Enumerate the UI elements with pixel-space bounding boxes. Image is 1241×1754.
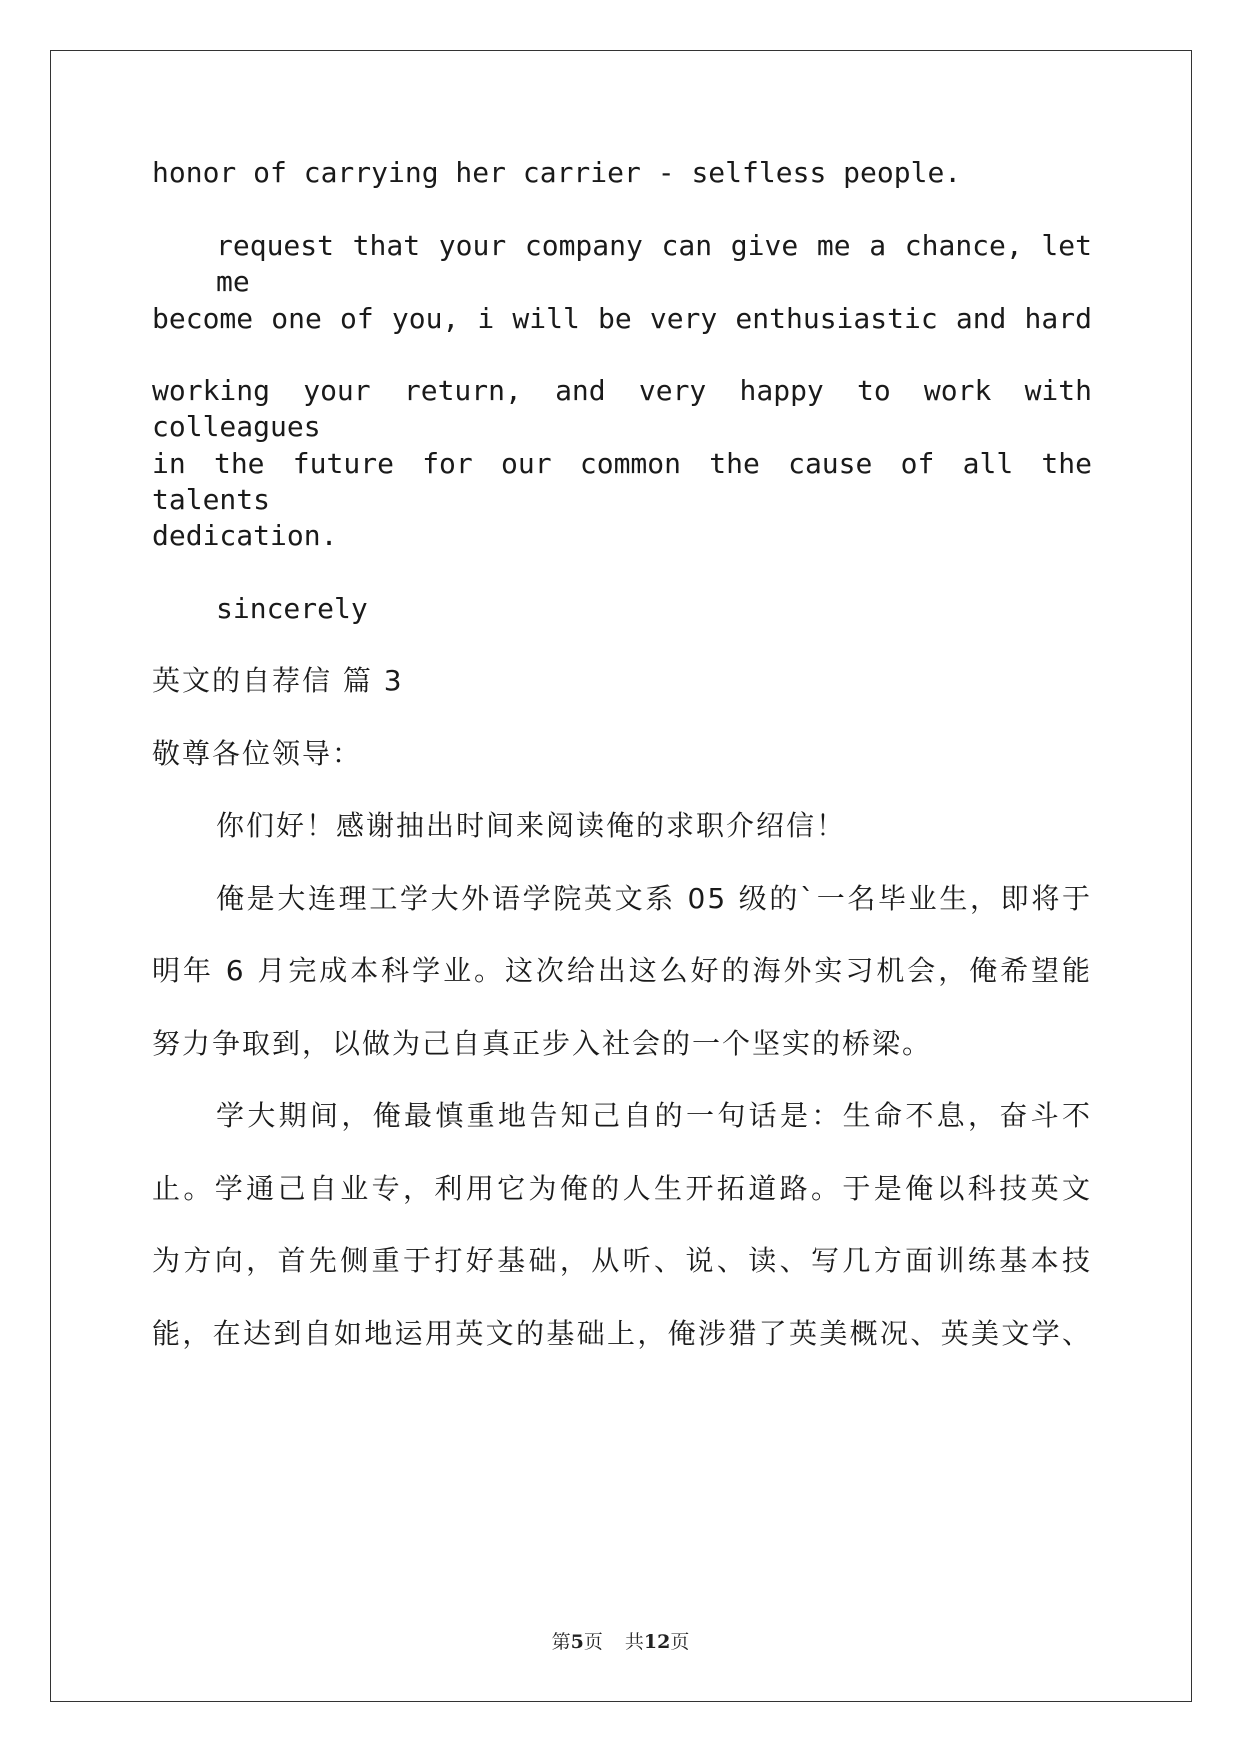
current-page-number: 5 [570,1631,584,1653]
body-line: request that your company can give me a chance, let me [216,229,1092,298]
total-suffix: 页 [670,1631,690,1653]
body-line: 学大期间，俺最慎重地告知己自的一句话是：生命不息，奋斗不 [216,1099,1092,1132]
body-line: working your return, and very happy to work with colleagues [152,374,1092,443]
body-line: 明年 6 月完成本科学业。这次给出这么好的海外实习机会，俺希望能 [152,954,1092,987]
body-line: in the future for our common the cause of all the talents [152,447,1092,516]
body-line: 俺是大连理工学大外语学院英文系 05 级的`一名毕业生，即将于 [216,882,1092,915]
page-suffix: 页 [583,1631,603,1653]
body-line: 能，在达到自如地运用英文的基础上，俺涉猎了英美概况、英美文学、 [152,1317,1092,1350]
body-line: 努力争取到，以做为己自真正步入社会的一个坚实的桥梁。 [152,1027,933,1060]
page-prefix: 第 [551,1631,571,1653]
body-line: become one of you, i will be very enthusiastic and hard [152,302,1092,335]
body-line: honor of carrying her carrier - selfless people. [152,156,962,189]
body-line: 为方向，首先侧重于打好基础，从听、说、读、写几方面训练基本技 [152,1244,1092,1277]
body-line: dedication. [152,519,338,552]
section-heading: 英文的自荐信 篇 3 [152,664,404,697]
closing-line: sincerely [216,592,368,625]
total-prefix: 共 [624,1631,644,1653]
total-page-count: 12 [643,1631,671,1653]
body-line: 止。学通己自业专，利用它为俺的人生开拓道路。于是俺以科技英文 [152,1172,1092,1205]
salutation: 敬尊各位领导： [152,737,363,770]
page-footer [0,1627,1241,1654]
body-line: 你们好！感谢抽出时间来阅读俺的求职介绍信！ [216,809,847,842]
